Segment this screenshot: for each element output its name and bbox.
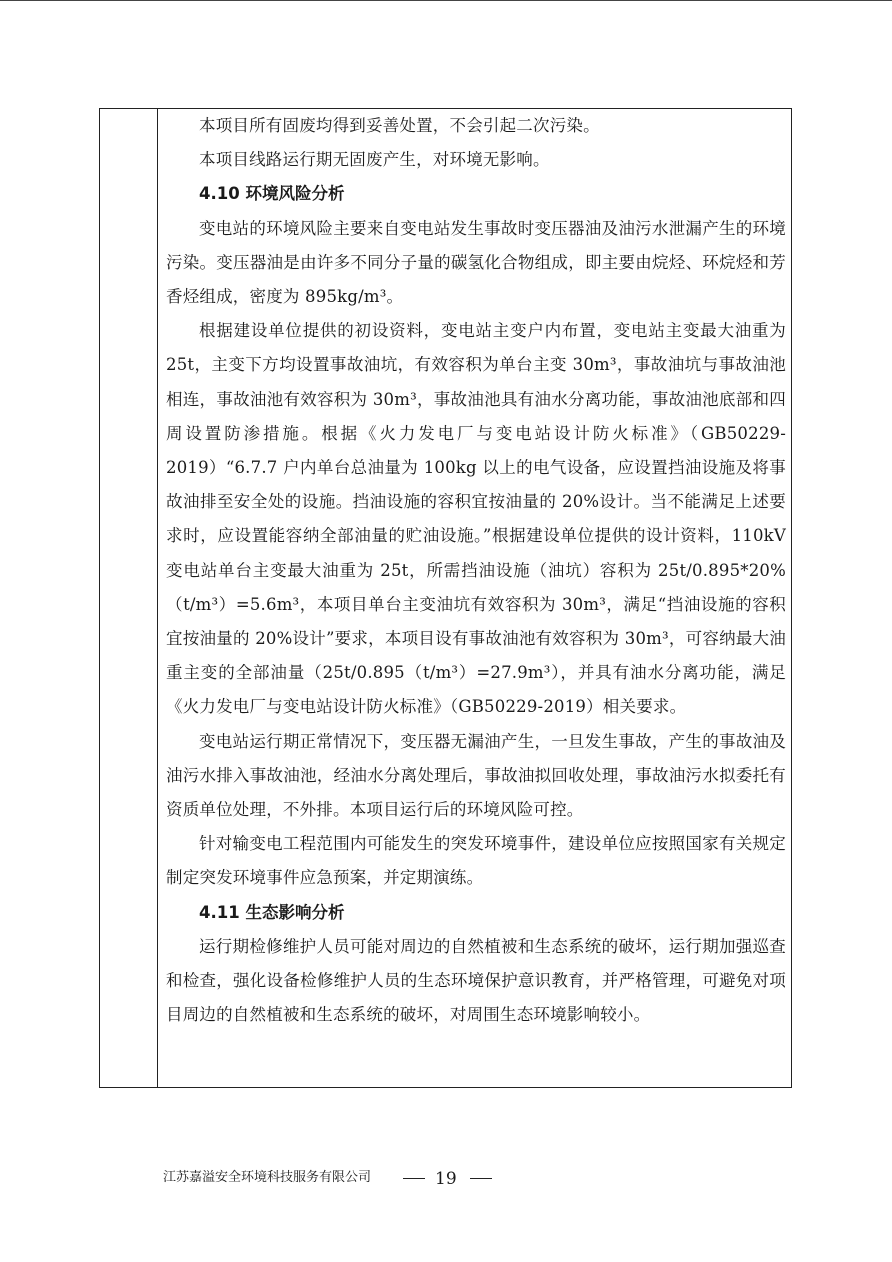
footer-company-name: 江苏嘉溢安全环境科技服务有限公司 [163,1170,372,1185]
paragraph-risk-source: 变电站的环境风险主要来自变电站发生事故时变压器油及油污水泄漏产生的环境污染。变压器油是由许多不同分子量的碳氢化合物组成，即主要由烷烃、环烷烃和芳香烃组成，密度为 895kg/m³。 [166,218,786,307]
section-heading-4-10: 4.10 环境风险分析 [199,184,345,204]
content-table [99,108,792,1088]
section-heading-4-11: 4.11 生态影响分析 [199,902,345,922]
table-label-column [100,109,158,1087]
paragraph-operation-risk: 变电站运行期正常情况下，变压器无漏油产生，一旦发生事故，产生的事故油及油污水排入事故油池，经油水分离处理后，事故油拟回收处理，事故油污水拟委托有资质单位处理，不外排。本项目运行后的环境风险可控。 [166,731,786,820]
paragraph-line-waste: 本项目线路运行期无固废产生，对环境无影响。 [199,150,550,170]
page-number-dash-right [470,1178,492,1179]
page-number-dash-left [403,1178,425,1179]
table-content-cell [166,109,786,1032]
paragraph-ecology-impact: 运行期检修维护人员可能对周边的自然植被和生态系统的破坏，运行期加强巡查和检查，强化设备检修维护人员的生态环境保护意识教育，并严格管理，可避免对项目周边的自然植被和生态系统的破坏，对周围生态环境影响较小。 [166,936,786,1025]
top-border-line [0,0,892,1]
page-number: 19 [435,1169,457,1189]
page-footer [163,1166,503,1190]
paragraph-oil-pit-design: 根据建设单位提供的初设资料，变电站主变户内布置，变电站主变最大油重为 25t，主变下方均设置事故油坑，有效容积为单台主变 30m³，事故油坑与事故油池相连，事故油池有效容积为 30m³，事故油池具有油水分离功能，事故油池底部和四周设置防渗措施。根据《火力发电厂与变电站设计防火标准》（GB50229-2019）“6.7.7 户内单台总油量为 100kg 以上的电气设备，应设置挡油设施及将事故油排至安全处的设施。挡油设施的容积宜按油量的 20%设计。当不能满足上述要求时，应设置能容纳全部油量的贮油设施。”根据建设单位提供的设计资料，110kV 变电站单台主变最大油重为 25t，所需挡油设施（油坑）容积为 25t/0.895*20%（t/m³）=5.6m³，本项目单台主变油坑有效容积为 30m³，满足“挡油设施的容积宜按油量的 20%设计”要求，本项目设有事故油池有效容积为 30m³，可容纳最大油重主变的全部油量（25t/0.895（t/m³）=27.9m³），并具有油水分离功能，满足《火力发电厂与变电站设计防火标准》（GB50229-2019）相关要求。 [166,321,786,717]
paragraph-solid-waste: 本项目所有固废均得到妥善处置，不会引起二次污染。 [199,116,600,135]
paragraph-emergency-plan: 针对输变电工程范围内可能发生的突发环境事件，建设单位应按照国家有关规定制定突发环境事件应急预案，并定期演练。 [166,834,786,888]
